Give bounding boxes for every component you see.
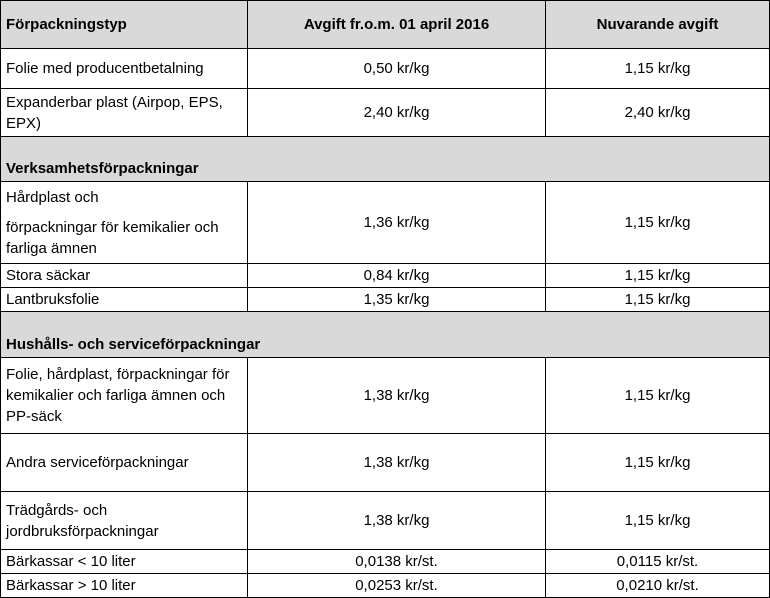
- cell-fee-new: 0,50 kr/kg: [248, 49, 546, 89]
- cell-fee-new: 1,35 kr/kg: [248, 288, 546, 312]
- cell-packaging-type: Lantbruksfolie: [1, 288, 248, 312]
- cell-packaging-type: [1, 182, 248, 264]
- table-row: [1, 182, 770, 264]
- header-row: [1, 1, 770, 49]
- table-row: [1, 49, 770, 89]
- table-row: [1, 288, 770, 312]
- section-title-household: Hushålls- och serviceförpackningar: [1, 312, 770, 358]
- table-row: [1, 434, 770, 492]
- cell-fee-current: 0,0115 kr/st.: [546, 550, 770, 574]
- table-row: [1, 89, 770, 137]
- table-row: [1, 492, 770, 550]
- cell-packaging-type: Folie, hårdplast, förpackningar för kemikalier och farliga ämnen och PP-säck: [1, 358, 248, 434]
- cell-packaging-type: Bärkassar > 10 liter: [1, 574, 248, 598]
- cell-fee-current: 1,15 kr/kg: [546, 288, 770, 312]
- cell-packaging-type: Stora säckar: [1, 264, 248, 288]
- cell-text-line: Hårdplast och: [6, 188, 99, 206]
- section-title-business: Verksamhetsförpackningar: [1, 137, 770, 182]
- cell-fee-new: 0,0138 kr/st.: [248, 550, 546, 574]
- cell-packaging-type: Expanderbar plast (Airpop, EPS, EPX): [1, 89, 248, 137]
- cell-fee-current: 1,15 kr/kg: [546, 492, 770, 550]
- cell-fee-new: 1,38 kr/kg: [248, 492, 546, 550]
- cell-fee-new: 0,0253 kr/st.: [248, 574, 546, 598]
- cell-fee-current: 1,15 kr/kg: [546, 264, 770, 288]
- cell-fee-current: 1,15 kr/kg: [546, 182, 770, 264]
- cell-fee-current: 1,15 kr/kg: [546, 434, 770, 492]
- table-row: [1, 574, 770, 598]
- cell-fee-current: 1,15 kr/kg: [546, 49, 770, 89]
- table-row: [1, 264, 770, 288]
- header-packaging-type: Förpackningstyp: [1, 1, 248, 49]
- table-row: [1, 550, 770, 574]
- cell-fee-current: 1,15 kr/kg: [546, 358, 770, 434]
- section-header-row: [1, 137, 770, 182]
- cell-fee-new: 1,38 kr/kg: [248, 358, 546, 434]
- cell-fee-new: 1,38 kr/kg: [248, 434, 546, 492]
- cell-packaging-type: Andra serviceförpackningar: [1, 434, 248, 492]
- cell-text-line: förpackningar för kemikalier och farliga ämnen: [6, 218, 219, 257]
- cell-packaging-type: Trädgårds- och jordbruksförpackningar: [1, 492, 248, 550]
- cell-fee-new: 2,40 kr/kg: [248, 89, 546, 137]
- cell-fee-current: 2,40 kr/kg: [546, 89, 770, 137]
- header-fee-current: Nuvarande avgift: [546, 1, 770, 49]
- cell-packaging-type: Bärkassar < 10 liter: [1, 550, 248, 574]
- cell-fee-new: 1,36 kr/kg: [248, 182, 546, 264]
- section-header-row: [1, 312, 770, 358]
- cell-fee-current: 0,0210 kr/st.: [546, 574, 770, 598]
- table-row: [1, 358, 770, 434]
- header-fee-new: Avgift fr.o.m. 01 april 2016: [248, 1, 546, 49]
- cell-packaging-type: Folie med producentbetalning: [1, 49, 248, 89]
- cell-fee-new: 0,84 kr/kg: [248, 264, 546, 288]
